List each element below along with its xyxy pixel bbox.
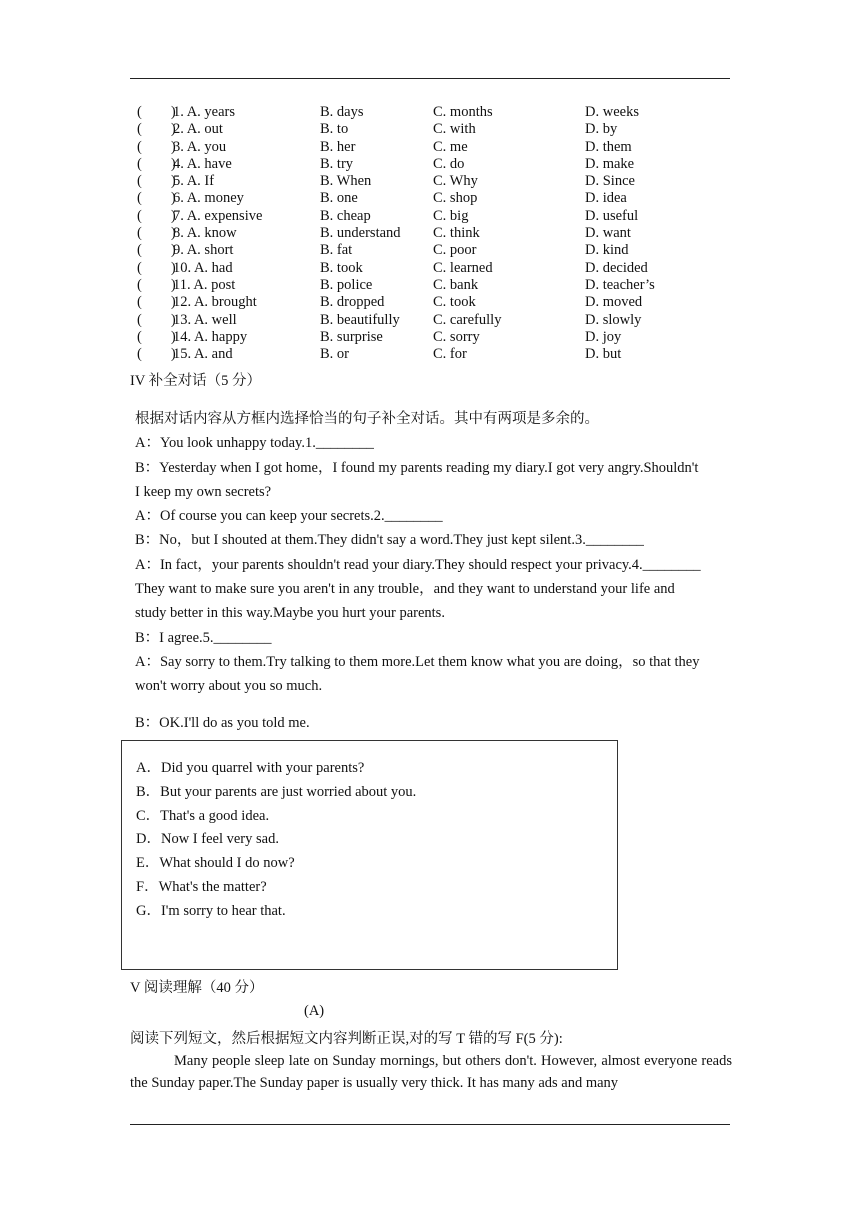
option-item: F．What's the matter?: [136, 878, 267, 895]
answer-blank: ( ): [137, 259, 176, 276]
option-a: A. know: [186, 225, 237, 242]
option-d: D. make: [585, 155, 635, 172]
answer-blank: ( ): [137, 173, 176, 190]
question-number-and-option-a: [173, 104, 235, 121]
option-b: B. cheap: [320, 207, 371, 224]
option-c: C. learned: [433, 259, 493, 276]
option-b: B. took: [320, 259, 363, 276]
question-number: 6.: [173, 190, 184, 207]
dialogue-line: They want to make sure you aren't in any trouble，and they want to understand your life and: [135, 581, 675, 598]
option-a: A. out: [186, 121, 223, 138]
option-c: C. do: [433, 155, 465, 172]
question-number-and-option-a: [173, 139, 226, 156]
option-item: G．I'm sorry to hear that.: [136, 902, 286, 919]
question-number: 11.: [173, 276, 191, 293]
question-number: 2.: [173, 121, 184, 138]
question-number: 12.: [173, 294, 192, 311]
option-c: C. Why: [433, 173, 478, 190]
question-number-and-option-a: [173, 294, 257, 311]
question-number-and-option-a: [173, 121, 223, 138]
dialogue-line: A：Say sorry to them.Try talking to them more.Let them know what you are doing，so that they: [135, 653, 700, 670]
dialogue-line: A：You look unhappy today.1.________: [135, 435, 374, 452]
option-c: C. for: [433, 346, 467, 363]
option-item: B．But your parents are just worried about you.: [136, 783, 417, 800]
option-item: C．That's a good idea.: [136, 807, 270, 824]
option-b: B. When: [320, 173, 372, 190]
passage-label: (A): [304, 1003, 325, 1019]
option-c: C. me: [433, 138, 468, 155]
option-d: D. but: [585, 346, 622, 363]
section-heading-iv: IV 补全对话（5 分）: [130, 373, 262, 389]
question-number: 1.: [173, 104, 184, 120]
option-a: A. have: [186, 155, 232, 172]
question-number-and-option-a: [173, 173, 214, 190]
question-number: 3.: [173, 138, 184, 155]
answer-blank: ( ): [137, 328, 176, 345]
question-number: 13.: [173, 311, 192, 328]
option-item: A．Did you quarrel with your parents?: [136, 760, 365, 776]
option-c: C. carefully: [433, 311, 502, 328]
option-b: B. her: [320, 138, 356, 155]
option-c: C. with: [433, 121, 476, 138]
option-b: B. fat: [320, 242, 353, 259]
question-number-and-option-a: [173, 225, 237, 242]
option-a: A. If: [186, 173, 215, 190]
answer-blank: ( ): [137, 346, 176, 363]
dialogue-line: A：Of course you can keep your secrets.2.________: [135, 508, 443, 525]
question-number: 4.: [173, 155, 184, 172]
option-d: D. decided: [585, 259, 648, 276]
options-box: [121, 740, 618, 970]
option-c: C. poor: [433, 242, 477, 259]
question-number-and-option-a: [173, 277, 235, 294]
question-number-and-option-a: [173, 312, 237, 329]
option-a: A. short: [186, 242, 234, 259]
question-number-and-option-a: [173, 260, 233, 277]
option-a: A. years: [186, 104, 236, 120]
option-b: B. dropped: [320, 294, 385, 311]
answer-blank: ( ): [137, 207, 176, 224]
option-b: B. police: [320, 276, 373, 293]
option-item: E．What should I do now?: [136, 855, 295, 872]
option-c: C. took: [433, 294, 476, 311]
question-number: 9.: [173, 242, 184, 259]
question-number: 15.: [173, 346, 192, 363]
question-number: 10.: [173, 259, 192, 276]
answer-blank: ( ): [137, 121, 176, 138]
option-b: B. understand: [320, 225, 401, 242]
dialogue-line: B：No，but I shouted at them.They didn't say a word.They just kept silent.3.________: [135, 532, 644, 549]
answer-blank: ( ): [137, 294, 176, 311]
option-item: D．Now I feel very sad.: [136, 831, 279, 848]
option-d: D. moved: [585, 294, 643, 311]
answer-blank: ( ): [137, 138, 176, 155]
option-b: B. to: [320, 121, 349, 138]
option-a: A. happy: [193, 328, 248, 345]
dialogue: [135, 407, 725, 735]
answer-blank: ( ): [137, 104, 176, 120]
option-a: A. brought: [193, 294, 257, 311]
option-a: A. you: [186, 138, 227, 155]
question-number-and-option-a: [173, 208, 262, 225]
dialogue-line: B：I agree.5.________: [135, 629, 272, 646]
reading-instruction: 阅读下列短文，然后根据短文内容判断正误,对的写 T 错的写 F(5 分):: [130, 1031, 563, 1047]
option-b: B. one: [320, 190, 358, 207]
option-d: D. teacher’s: [585, 276, 655, 293]
option-c: C. shop: [433, 190, 478, 207]
option-a: A. post: [193, 276, 236, 293]
answer-blank: ( ): [137, 225, 176, 242]
option-d: D. idea: [585, 190, 627, 207]
option-d: D. weeks: [585, 104, 639, 120]
option-d: D. want: [585, 225, 631, 242]
option-b: B. try: [320, 155, 354, 172]
question-number: 14.: [173, 328, 192, 345]
question-number-and-option-a: [173, 346, 233, 363]
option-d: D. joy: [585, 328, 622, 345]
option-b: B. surprise: [320, 328, 383, 345]
dialogue-line: A：In fact，your parents shouldn't read your diary.They should respect your privacy.4.________: [135, 556, 701, 573]
option-a: A. and: [193, 346, 233, 363]
option-c: C. think: [433, 225, 480, 242]
option-d: D. useful: [585, 207, 639, 224]
question-number: 7.: [173, 207, 184, 224]
dialogue-line: study better in this way.Maybe you hurt your parents.: [135, 605, 445, 622]
option-d: D. kind: [585, 242, 629, 259]
option-a: A. money: [186, 190, 244, 207]
option-d: D. by: [585, 121, 618, 138]
option-c: C. big: [433, 207, 469, 224]
option-c: C. months: [433, 104, 493, 120]
question-number-and-option-a: [173, 156, 232, 173]
option-b: B. beautifully: [320, 311, 400, 328]
question-number-and-option-a: [173, 329, 247, 346]
option-b: B. days: [320, 104, 364, 120]
option-a: A. expensive: [186, 207, 263, 224]
answer-blank: ( ): [137, 311, 176, 328]
dialogue-line: I keep my own secrets?: [135, 483, 272, 500]
option-d: D. slowly: [585, 311, 642, 328]
option-a: A. had: [193, 259, 233, 276]
dialogue-line: B：Yesterday when I got home，I found my parents reading my diary.I got very angry.Shouldn't: [135, 459, 699, 476]
dialogue-instruction: 根据对话内容从方框内选择恰当的句子补全对话。其中有两项是多余的。: [135, 411, 599, 427]
answer-blank: ( ): [137, 190, 176, 207]
option-d: D. them: [585, 138, 632, 155]
question-number-and-option-a: [173, 242, 233, 259]
reading-passage: Many people sleep late on Sunday mornings, but others don't. However, almost everyone reads the Sunday paper.The Sunday paper is usually very thick. It has many ads and many: [130, 1053, 732, 1091]
section-heading-v: V 阅读理解（40 分）: [130, 980, 264, 996]
option-d: D. Since: [585, 173, 635, 190]
option-a: A. well: [193, 311, 237, 328]
option-c: C. bank: [433, 276, 479, 293]
answer-blank: ( ): [137, 242, 176, 259]
question-number: 8.: [173, 225, 184, 242]
question-number-and-option-a: [173, 190, 244, 207]
dialogue-line: won't worry about you so much.: [135, 678, 323, 695]
dialogue-line: B：OK.I'll do as you told me.: [135, 714, 310, 731]
footer-rule: [130, 1124, 730, 1125]
header-rule: [130, 78, 730, 79]
option-c: C. sorry: [433, 328, 480, 345]
answer-blank: ( ): [137, 276, 176, 293]
option-b: B. or: [320, 346, 349, 363]
question-number: 5.: [173, 173, 184, 190]
answer-blank: ( ): [137, 155, 176, 172]
